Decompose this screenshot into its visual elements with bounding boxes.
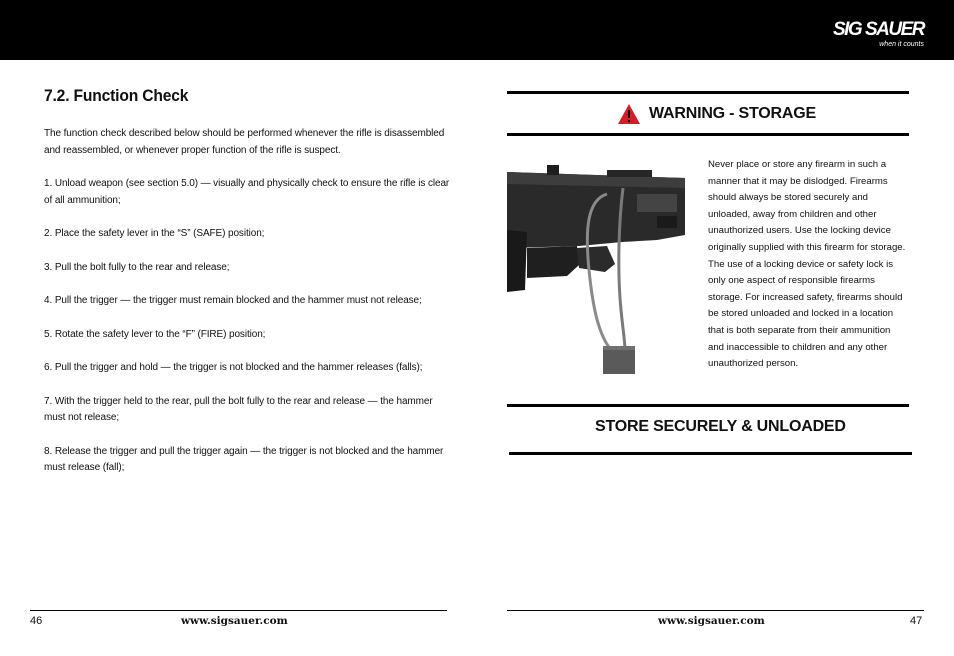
logo-tagline: when it counts xyxy=(879,41,924,48)
section-title: 7.2. Function Check xyxy=(44,86,189,105)
store-top-rule xyxy=(507,404,909,407)
step-item: 1. Unload weapon (see section 5.0) — visually and physically check to ensure the rifle is clear of all ammunition; xyxy=(44,178,450,206)
step-item: 6. Pull the trigger and hold — the trigger is not blocked and the hammer releases (falls); xyxy=(44,362,423,373)
left-page xyxy=(44,86,450,494)
intro-paragraph: The function check described below should be performed whenever the rifle is disassembled and reassembled, or whenever proper function of the rifle is suspect. xyxy=(44,128,445,156)
store-title: STORE SECURELY & UNLOADED xyxy=(595,418,846,435)
left-page-number: 46 xyxy=(30,615,43,627)
step-item: 5. Rotate the safety lever to the “F” (FIRE) position; xyxy=(44,328,266,340)
left-footer-url[interactable]: www.sigsauer.com xyxy=(181,615,288,627)
warning-top-rule xyxy=(507,91,909,94)
warning-paragraph: Never place or store any firearm in such a manner that it may be dislodged. Firearms should always be stored securely and unloaded, away from children and other unauthorized users. Use the locking device originally supplied with this firearm for storage. The use of a locking device or safety lock is only one aspect of responsible firearms storage. For increased safety, firearms should be stored unloaded and locked in a location that is both separate from their ammunition and inaccessible to children and any other unauthorized person. xyxy=(708,159,906,370)
warning-heading xyxy=(617,102,816,126)
warning-title: WARNING - STORAGE xyxy=(649,105,816,122)
store-bottom-rule xyxy=(509,452,912,455)
step-item: 3. Pull the bolt fully to the rear and release; xyxy=(44,261,230,273)
step-item: 8. Release the trigger and pull the trigger again — the trigger is not blocked and the hammer must release (fall); xyxy=(44,445,444,473)
rifle-with-cable-lock-image xyxy=(507,160,688,386)
right-footer-rule xyxy=(507,610,924,611)
sig-sauer-logo xyxy=(832,20,924,54)
step-item: 7. With the trigger held to the rear, pull the bolt fully to the rear and release — the hammer must not release; xyxy=(44,395,433,423)
warning-bottom-rule xyxy=(507,133,909,136)
right-page-number: 47 xyxy=(910,615,923,627)
warning-triangle-icon xyxy=(617,103,641,125)
step-item: 4. Pull the trigger — the trigger must remain blocked and the hammer must not release; xyxy=(44,295,422,306)
header-bar xyxy=(0,0,954,60)
steps-list xyxy=(44,176,450,477)
logo-text: SIG SAUER xyxy=(832,19,924,40)
left-footer-rule xyxy=(30,610,447,611)
right-footer-url[interactable]: www.sigsauer.com xyxy=(658,615,765,627)
step-item: 2. Place the safety lever in the “S” (SAFE) position; xyxy=(44,228,265,239)
